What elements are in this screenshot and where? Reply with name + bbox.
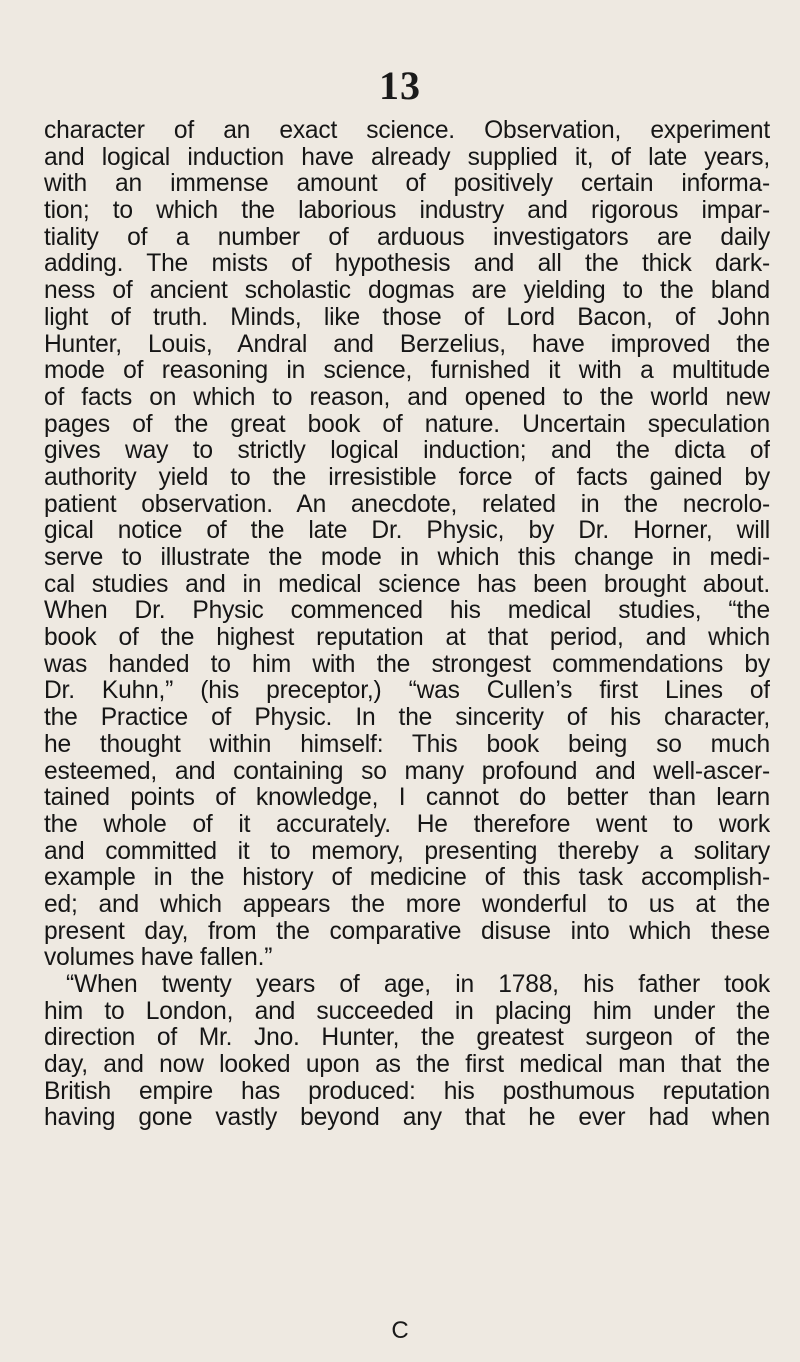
signature-mark: C [391,1317,409,1344]
text-line: esteemed, and containing so many profound and well-ascer- [44,758,770,785]
text-line: he thought within himself: This book being so much [44,731,770,758]
text-line: having gone vastly beyond any that he ever had when [44,1105,770,1132]
body-text [44,118,770,1132]
text-line: gives way to strictly logical induction; and the dicta of [44,438,770,465]
text-line: direction of Mr. Jno. Hunter, the greatest surgeon of the [44,1025,770,1052]
text-line: When Dr. Physic commenced his medical studies, “the [44,598,770,625]
text-line: mode of reasoning in science, furnished it with a multitude [44,358,770,385]
text-line: and logical induction have already supplied it, of late years, [44,144,770,171]
text-line: volumes have fallen.” [44,945,273,972]
text-line: day, and now looked upon as the first medical man that the [44,1052,770,1079]
text-line: character of an exact science. Observation, experiment [44,118,770,144]
text-line: and committed it to memory, presenting thereby a solitary [44,838,770,865]
text-line: adding. The mists of hypothesis and all the thick dark- [44,251,770,278]
text-line: tion; to which the laborious industry and rigorous impar- [44,198,770,225]
text-line: authority yield to the irresistible force of facts gained by [44,464,770,491]
text-line: of facts on which to reason, and opened to the world new [44,384,770,411]
text-line: gical notice of the late Dr. Physic, by Dr. Horner, will [44,518,770,545]
text-line: the whole of it accurately. He therefore went to work [44,811,770,838]
text-line: tained points of knowledge, I cannot do better than learn [44,785,770,812]
text-line: example in the history of medicine of this task accomplish- [44,865,770,892]
page-number: 13 [379,63,421,108]
text-line: light of truth. Minds, like those of Lord Bacon, of John [44,304,770,331]
text-line: Hunter, Louis, Andral and Berzelius, have improved the [44,331,770,358]
text-line: cal studies and in medical science has been brought about. [44,571,770,598]
text-line: with an immense amount of positively certain informa- [44,171,770,198]
text-line: was handed to him with the strongest commendations by [44,651,770,678]
text-line: ed; and which appears the more wonderful to us at the [44,891,770,918]
text-line: patient observation. An anecdote, related in the necrolo- [44,491,770,518]
text-line: Dr. Kuhn,” (his preceptor,) “was Cullen’s first Lines of [44,678,770,705]
text-line: ness of ancient scholastic dogmas are yielding to the bland [44,278,770,305]
text-line: book of the highest reputation at that period, and which [44,625,770,652]
text-line: serve to illustrate the mode in which this change in medi- [44,545,770,571]
text-line: “When twenty years of age, in 1788, his father took [66,972,770,998]
text-line: pages of the great book of nature. Uncertain speculation [44,411,770,438]
text-line: British empire has produced: his posthumous reputation [44,1078,770,1105]
text-line: tiality of a number of arduous investigators are daily [44,224,770,251]
text-line: him to London, and succeeded in placing him under the [44,998,770,1025]
text-line: the Practice of Physic. In the sincerity of his character, [44,705,770,732]
text-line: present day, from the comparative disuse into which these [44,918,770,945]
